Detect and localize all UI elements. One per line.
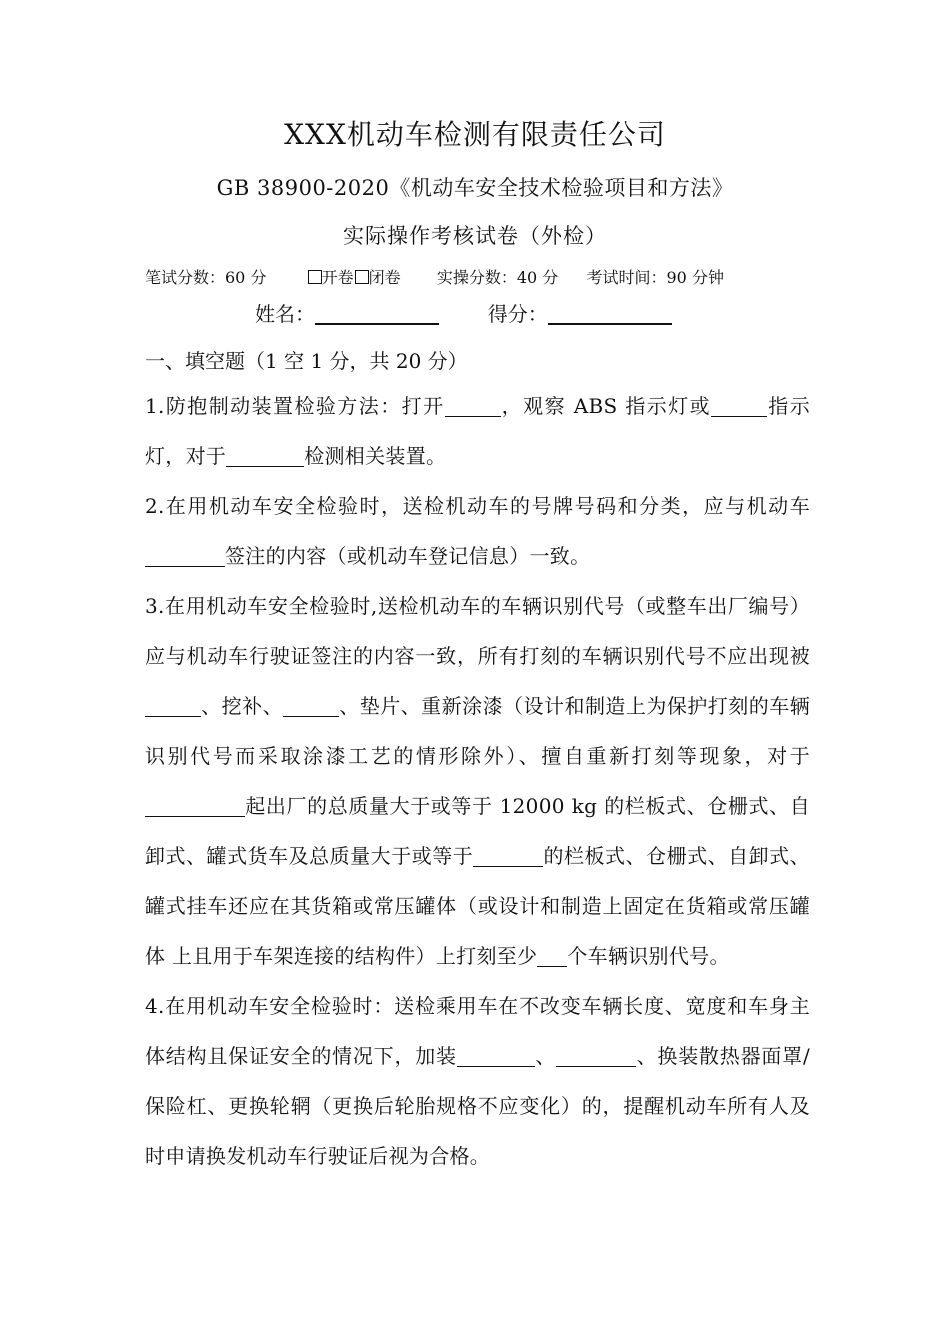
q3-text-1: 3.在用机动车安全检验时,送检机动车的车辆识别代号（或整车出厂编号）应与机动车行驶证签注的内容一致，所有打刻的车辆识别代号不应出现被 <box>145 594 810 668</box>
q4-blank-2[interactable] <box>556 1044 636 1067</box>
exam-time: 考试时间：90 分钟 <box>586 268 724 287</box>
q2-text-1: 2.在用机动车安全检验时，送检机动车的号牌号码和分类，应与机动车 <box>145 494 810 518</box>
q3-text-4: 起出厂的总质量大于或等于 12000 kg 的栏板式、仓栅式、自卸式、罐式货车及总质量大于或等于 <box>145 794 810 868</box>
q1-text-1: 1.防抱制动装置检验方法：打开 <box>145 394 445 418</box>
company-title: XXX机动车检测有限责任公司 <box>284 118 666 151</box>
candidate-row <box>255 298 672 327</box>
q3-text-5: 的栏板式、仓栅式、自卸式、罐式挂车还应在其货箱或常压罐体（或设计和制造上固定在货箱或常压罐体 上且用于车架连接的结构件）上打刻至少 <box>145 844 810 968</box>
closed-book-label: 闭卷 <box>368 268 401 287</box>
q1-blank-1[interactable] <box>445 394 501 417</box>
name-blank[interactable] <box>315 299 439 325</box>
q3-blank-2[interactable] <box>283 694 339 717</box>
q1-text-3: 指示灯，对于 <box>145 394 810 468</box>
q1-blank-2[interactable] <box>711 394 767 417</box>
q1-blank-3[interactable] <box>226 444 304 467</box>
q4-text-2: 、 <box>534 1044 557 1068</box>
score-blank[interactable] <box>548 299 672 325</box>
q4-text-3: 、换装散热器面罩/保险杠、更换轮辋（更换后轮胎规格不应变化）的，提醒机动车所有人及时申请换发机动车行驶证后视为合格。 <box>145 1044 810 1168</box>
name-label: 姓名： <box>255 302 315 326</box>
q2-text-2: 签注的内容（或机动车登记信息）一致。 <box>225 544 591 568</box>
section-title: 一、填空题（1 空 1 分，共 20 分） <box>145 349 468 373</box>
question-2 <box>145 481 810 581</box>
exam-title: 实际操作考核试卷（外检） <box>343 224 607 248</box>
q3-text-2: 、挖补、 <box>201 694 284 718</box>
q4-blank-1[interactable] <box>457 1044 535 1067</box>
q1-text-2: ，观察 ABS 指示灯或 <box>500 394 712 418</box>
questions-body <box>145 381 810 1181</box>
standard-title: GB 38900-2020《机动车安全技术检验项目和方法》 <box>216 176 734 200</box>
practical-score: 实操分数：40 分 <box>436 268 559 287</box>
q3-blank-3[interactable] <box>145 794 245 817</box>
question-4 <box>145 981 810 1181</box>
open-book-checkbox[interactable] <box>308 270 322 284</box>
q3-blank-5[interactable] <box>537 944 567 967</box>
q3-blank-4[interactable] <box>473 844 543 867</box>
question-1 <box>145 381 810 481</box>
q3-text-6: 个车辆识别代号。 <box>567 944 730 968</box>
q3-text-3: 、垫片、重新涂漆（设计和制造上为保护打刻的车辆识别代号而采取涂漆工艺的情形除外）、擅自重新打刻等现象，对于 <box>145 694 810 768</box>
exam-meta <box>145 265 825 288</box>
q3-blank-1[interactable] <box>145 694 201 717</box>
score-label: 得分： <box>487 302 548 326</box>
open-book-label: 开卷 <box>321 268 354 287</box>
written-score: 笔试分数：60 分 <box>145 268 267 287</box>
q1-text-4: 检测相关装置。 <box>304 444 447 468</box>
q4-text-1: 4.在用机动车安全检验时：送检乘用车在不改变车辆长度、宽度和车身主体结构且保证安全的情况下，加装 <box>145 994 810 1068</box>
closed-book-checkbox[interactable] <box>355 270 369 284</box>
q2-blank-1[interactable] <box>145 544 225 567</box>
question-3 <box>145 581 810 981</box>
